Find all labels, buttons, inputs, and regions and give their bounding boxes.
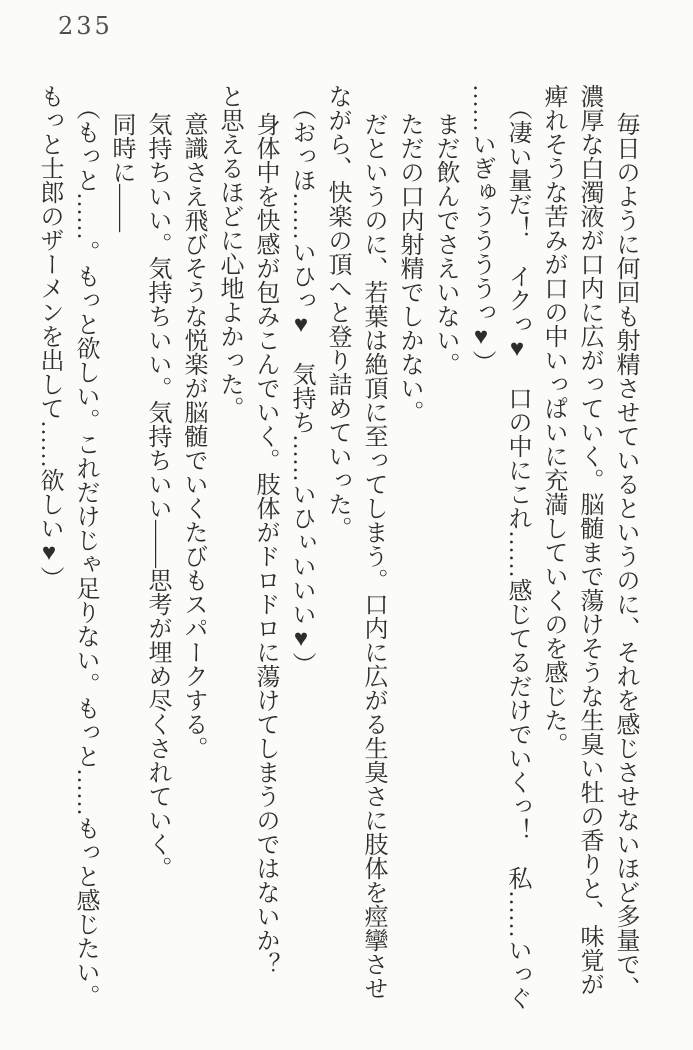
text-column: ながら、快楽の頂へと登り詰めていった。 — [324, 84, 350, 540]
text-column: と思えるほどに心地よかった。 — [216, 84, 242, 420]
text-column: もっと士郎のザーメンを出して……欲しい♥） — [36, 84, 62, 590]
text-column: 毎日のように何回も射精させているというのに、それを感じさせないほど多量で、 — [612, 111, 638, 1000]
text-column: ただの口内射精でしかない。 — [396, 111, 422, 424]
text-column: （もっと……。もっと欲しい。これだけじゃ足りない。もっと……もっと感じたい。 — [72, 96, 98, 1008]
page-number: 235 — [58, 12, 113, 40]
text-column: （おっほ……いひっ♥ 気持ち……いひぃいいい♥） — [288, 96, 314, 676]
text-column: 気持ちいい。気持ちいい。気持ちいい――思考が埋め尽くされていく。 — [144, 111, 170, 880]
text-columns — [31, 84, 643, 1034]
text-column: 同時に―― — [108, 111, 134, 232]
text-column: 意識さえ飛びそうな悦楽が脳髄でいくたびもスパークする。 — [180, 111, 206, 760]
text-column: だというのに、若葉は絶頂に至ってしまう。口内に広がる生臭さに肢体を痙攣させ — [360, 111, 386, 1000]
text-column: 濃厚な白濁液が口内に広がっていく。脳髄まで蕩けそうな生臭い牡の香りと、味覚が — [576, 84, 602, 996]
text-column: 痺れそうな苦みが口の中いっぱいに充満していくのを感じた。 — [540, 84, 566, 756]
text-column: （凄い量だ！ イクっ♥ 口の中にこれ……感じてるだけでいくっ！ 私……いっぐ — [504, 96, 530, 1010]
text-column: ……いぎゅううううっ♥） — [468, 84, 494, 374]
text-column: 身体中を快感が包みこんでいく。肢体がドロドロに蕩けてしまうのではないか？ — [252, 111, 278, 976]
text-column: まだ飲んでさえいない。 — [432, 111, 458, 376]
